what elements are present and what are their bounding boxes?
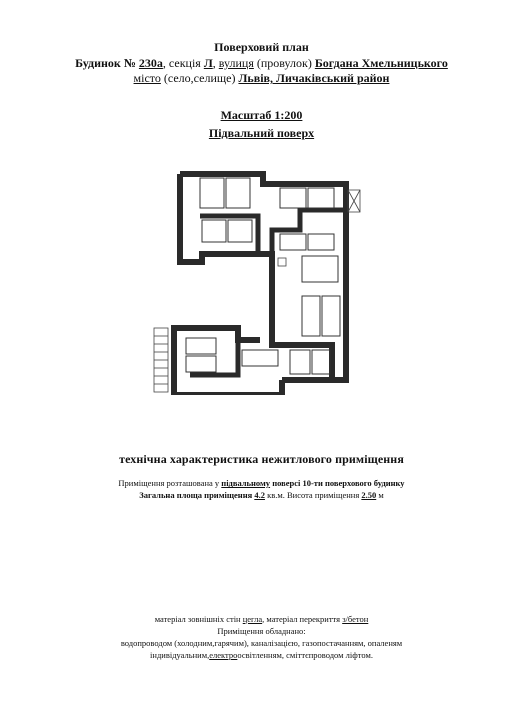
floor-plan-drawing: [150, 170, 365, 395]
address-line-1: [0, 56, 523, 71]
building-prefix: Будинок №: [75, 56, 139, 70]
ceiling-material-prefix: , матеріал перекриття: [262, 614, 343, 624]
materials-line-3: водопроводом (холодним,гарячим), каналізацією, газопостачанням, опаленям: [120, 638, 403, 648]
utilities-prefix: індивідуальним,: [150, 650, 210, 660]
city-name: Львів, Личаківський район: [238, 71, 390, 85]
wall-material-prefix: матеріал зовнішніх стін: [154, 614, 243, 624]
floor-label: Підвальний поверх: [208, 126, 315, 140]
street-prefix: ,: [212, 56, 219, 70]
area-unit: кв.м. Висота приміщення: [264, 490, 362, 500]
city-types: (село,селище): [160, 71, 239, 85]
area-line: [0, 490, 523, 500]
ceiling-material: з/бетон: [342, 614, 369, 624]
stairwell: [154, 328, 168, 392]
area-value: 4.2: [254, 490, 265, 500]
address-line-2: [0, 71, 523, 86]
materials-line-1: [0, 614, 523, 624]
street-name: Богдана Хмельницького: [314, 56, 448, 70]
utilities-suffix: освітленням, сміттєпроводом ліфтом.: [237, 650, 373, 660]
wall-material: цегла: [242, 614, 263, 624]
location-prefix: Приміщення розташована у: [118, 478, 222, 488]
utilities-underlined: електро: [209, 650, 238, 660]
vent-shaft: [348, 190, 360, 212]
height-value: 2.50: [361, 490, 377, 500]
characteristics-title: технічна характеристика нежитлового приміщення: [119, 452, 404, 466]
materials-line-4: [0, 650, 523, 660]
section-prefix: , секція: [162, 56, 204, 70]
location-line: [0, 478, 523, 488]
scale-label: Масштаб 1:200: [220, 108, 303, 122]
location-floor: підвальному: [221, 478, 271, 488]
area-label: Загальна площа приміщення: [139, 490, 255, 500]
materials-line-2: Приміщення обладнано:: [217, 626, 306, 636]
location-suffix: поверсі 10-ти поверхового будинку: [270, 478, 405, 488]
street-types: (провулок): [253, 56, 315, 70]
city-label: місто: [133, 71, 161, 85]
section-value: Л: [203, 56, 213, 70]
height-unit: м: [376, 490, 384, 500]
plan-title: Поверховий план: [214, 40, 309, 54]
building-number: 230а: [138, 56, 163, 70]
column-marker: [278, 258, 286, 266]
street-label: вулиця: [218, 56, 254, 70]
